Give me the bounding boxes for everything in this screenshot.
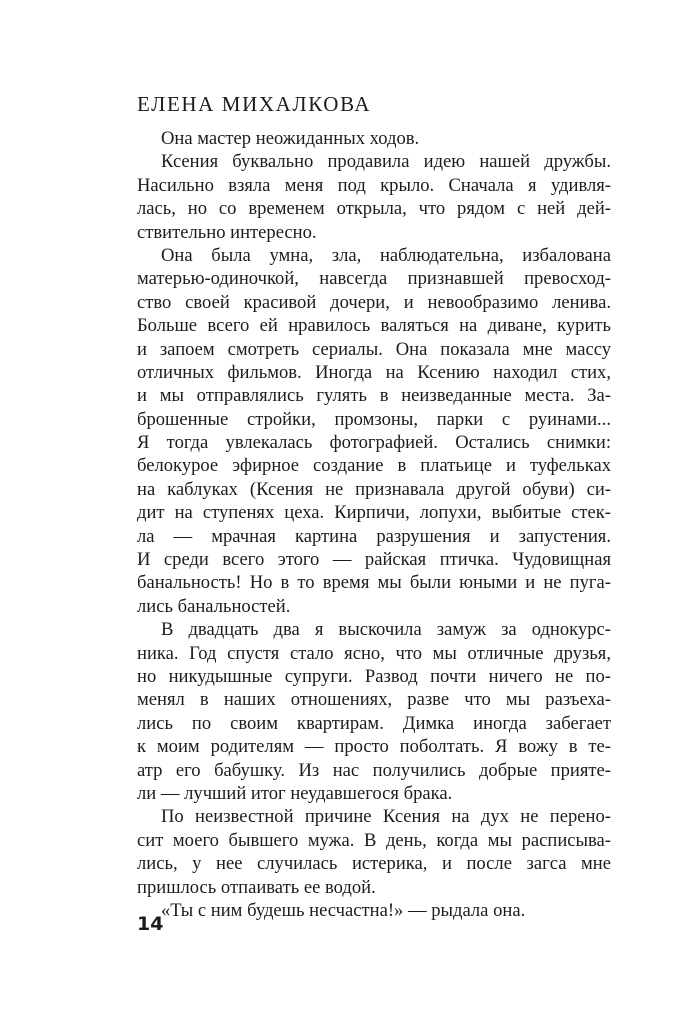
text-line: брошенные стройки, промзоны, парки с руинами... — [137, 408, 611, 430]
text-line: дит на ступенях цеха. Кирпичи, лопухи, выбитые стек- — [137, 502, 611, 524]
text-line: В двадцать два я выскочила замуж за однокурс- — [161, 619, 611, 641]
text-line: Больше всего ей нравилось валяться на диване, курить — [137, 315, 611, 337]
text-line: пришлось отпаивать ее водой. — [137, 876, 376, 898]
text-line: отличных фильмов. Иногда на Ксению находил стих, — [137, 361, 611, 383]
text-line: «Ты с ним будешь несчастна!» — рыдала она. — [161, 899, 526, 921]
text-line: но никудышные супруги. Развод почти ничего не по- — [137, 665, 611, 687]
text-line: к моим родителям — просто поболтать. Я вожу в те- — [137, 736, 611, 758]
text-line: сит моего бывшего мужа. В день, когда мы расписыва- — [137, 829, 611, 851]
text-line: лись банальностей. — [137, 595, 291, 617]
text-line: менял в наших отношениях, разве что мы разъеха- — [137, 689, 611, 711]
text-line: Она была умна, зла, наблюдательна, избалована — [161, 244, 611, 266]
text-line: атр его бабушку. Из нас получились добрые прияте- — [137, 759, 611, 781]
body-text — [137, 127, 611, 922]
text-line: По неизвестной причине Ксения на дух не перено- — [161, 806, 611, 828]
text-line: ли — лучший итог неудавшегося брака. — [137, 782, 453, 804]
text-line: ство своей красивой дочери, и невообразимо ленива. — [137, 291, 611, 313]
text-line: и мы отправлялись гулять в неизведанные места. За- — [137, 385, 611, 407]
text-line: белокурое эфирное создание в платьице и туфельках — [137, 455, 611, 477]
text-line: Насильно взяла меня под крыло. Сначала я удивля- — [137, 174, 611, 196]
text-line: ла — мрачная картина разрушения и запустения. — [137, 525, 611, 547]
text-line: лись по своим квартирам. Димка иногда забегает — [137, 712, 611, 734]
text-line: ствительно интересно. — [137, 221, 317, 243]
text-line: Я тогда увлекалась фотографией. Остались снимки: — [137, 432, 611, 454]
text-line: Ксения буквально продавила идею нашей дружбы. — [161, 151, 611, 173]
text-line: и запоем смотреть сериалы. Она показала мне массу — [137, 338, 611, 360]
text-line: Она мастер неожиданных ходов. — [161, 128, 420, 149]
page-number: 14 — [137, 913, 164, 935]
text-line: лись, у нее случилась истерика, и после загса мне — [137, 853, 611, 875]
running-header: ЕЛЕНА МИХАЛКОВА — [137, 92, 372, 116]
text-line: матерью-одиночкой, навсегда признавшей превосход- — [137, 268, 611, 290]
text-line: банальность! Но в то время мы были юными и не пуга- — [137, 572, 611, 594]
text-line: лась, но со временем открыла, что рядом с ней дей- — [137, 198, 611, 220]
text-line: на каблуках (Ксения не признавала другой обуви) си- — [137, 478, 611, 500]
text-line: И среди всего этого — райская птичка. Чудовищная — [137, 549, 611, 571]
text-line: ника. Год спустя стало ясно, что мы отличные друзья, — [137, 642, 611, 664]
